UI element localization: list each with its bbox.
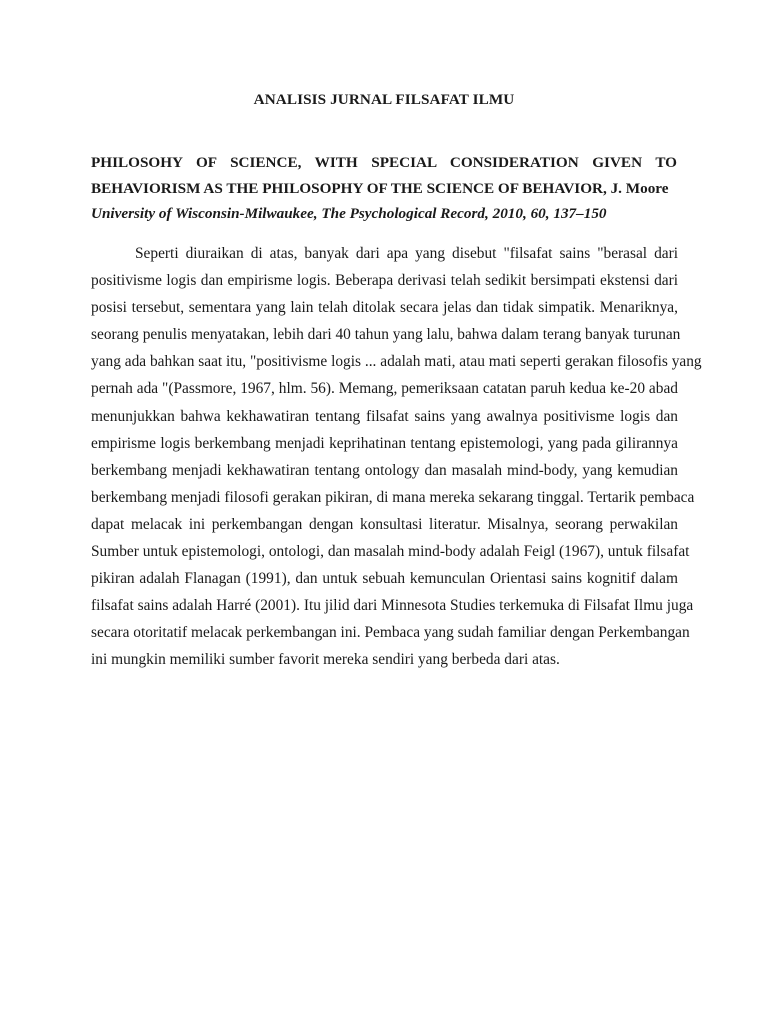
body-line: pikiran adalah Flanagan (1991), dan untuk sebuah kemunculan Orientasi sains kognitif dalam [91,570,678,588]
body-line: menunjukkan bahwa kekhawatiran tentang filsafat sains yang awalnya positivisme logis dan [91,407,678,425]
body-line: seorang penulis menyatakan, lebih dari 40 tahun yang lalu, bahwa dalam terang banyak turunan [91,326,681,344]
body-line: secara otoritatif melacak perkembangan ini. Pembaca yang sudah familiar dengan Perkembangan [91,624,690,642]
article-heading-line: BEHAVIORISM AS THE PHILOSOPHY OF THE SCIENCE OF BEHAVIOR, J. Moore [91,180,669,197]
body-line: Seperti diuraikan di atas, banyak dari apa yang disebut "filsafat sains "berasal dari [135,245,678,262]
body-line: empirisme logis berkembang menjadi keprihatinan tentang epistemologi, yang pada gilirannya [91,434,678,452]
document-title: ANALISIS JURNAL FILSAFAT ILMU [253,91,515,108]
body-line: pernah ada "(Passmore, 1967, hlm. 56). Memang, pemeriksaan catatan paruh kedua ke-20 abad [91,380,678,398]
article-heading-line: PHILOSOHY OF SCIENCE, WITH SPECIAL CONSIDERATION GIVEN TO [91,154,677,171]
body-line: posisi tersebut, sementara yang lain telah ditolak secara jelas dan tidak simpatik. Menariknya, [91,299,678,317]
body-line: ini mungkin memiliki sumber favorit mereka sendiri yang berbeda dari atas. [91,651,560,669]
body-paragraph [91,240,702,674]
body-line: filsafat sains adalah Harré (2001). Itu jilid dari Minnesota Studies terkemuka di Filsafat Ilmu juga [91,597,694,615]
article-heading [91,150,677,202]
article-affiliation: University of Wisconsin-Milwaukee, The Psychological Record, 2010, 60, 137–150 [91,205,607,222]
body-line: berkembang menjadi filosofi gerakan pikiran, di mana mereka sekarang tinggal. Tertarik pembaca [91,488,695,506]
body-line: yang ada bahkan saat itu, "positivisme logis ... adalah mati, atau mati seperti gerakan filosofis yang [91,353,702,371]
body-line: Sumber untuk epistemologi, ontologi, dan masalah mind-body adalah Feigl (1967), untuk filsafat [91,543,690,561]
body-line: positivisme logis dan empirisme logis. Beberapa derivasi telah sedikit bersimpati ekstensi dari [91,272,678,290]
body-line: berkembang menjadi kekhawatiran tentang ontology dan masalah mind-body, yang kemudian [91,461,678,479]
body-line: dapat melacak ini perkembangan dengan konsultasi literatur. Misalnya, seorang perwakilan [91,515,678,533]
